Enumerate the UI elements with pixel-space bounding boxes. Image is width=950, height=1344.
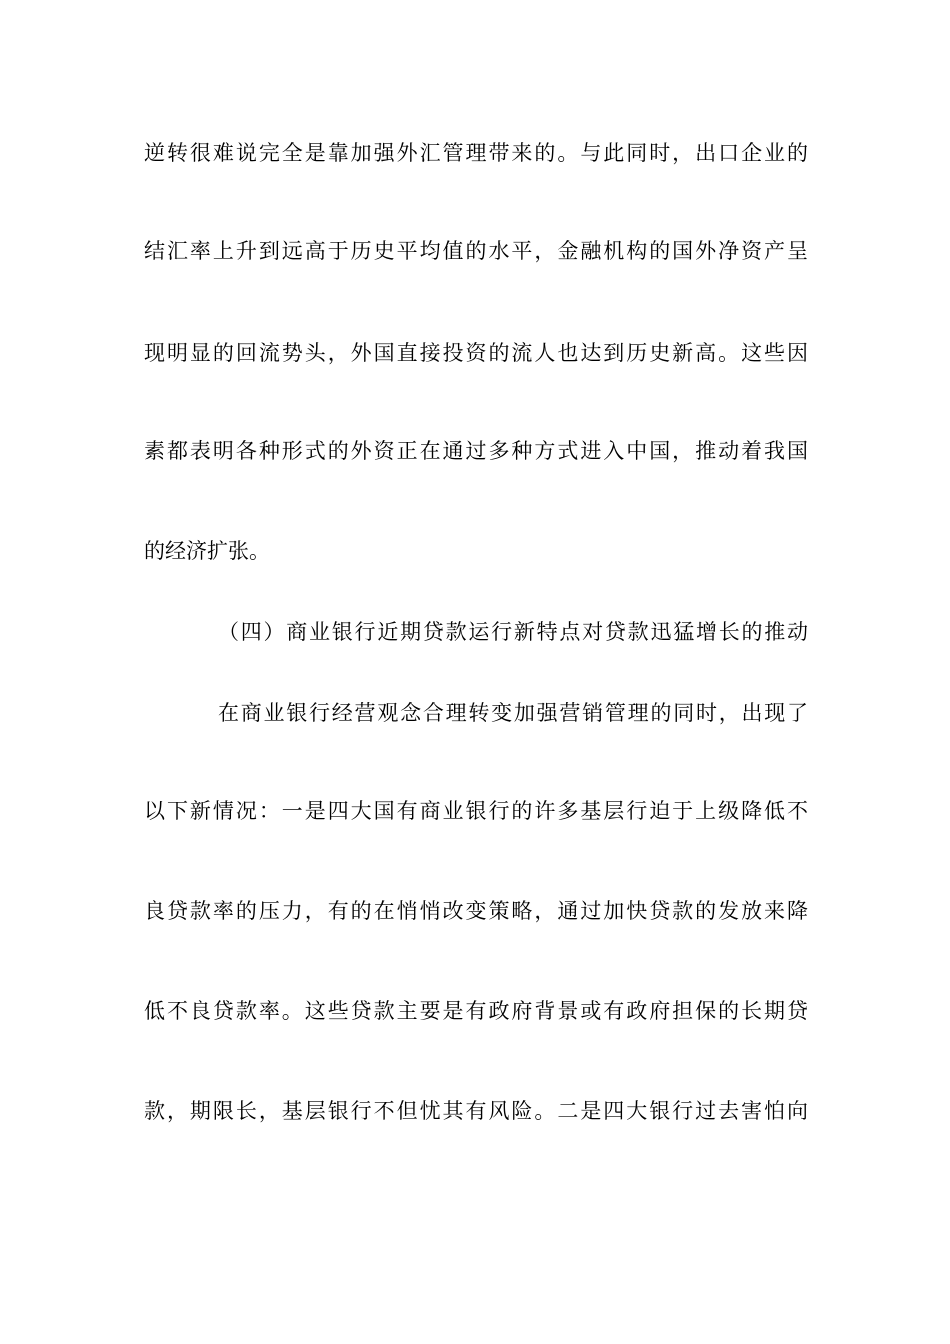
paragraph-line: 素都表明各种形式的外资正在通过多种方式进入中国，推动着我国 (144, 439, 808, 463)
paragraph-line: 逆转很难说完全是靠加强外汇管理带来的。与此同时，出口企业的 (144, 141, 808, 165)
paragraph-line: 现明显的回流势头，外国直接投资的流人也达到历史新高。这些因 (144, 341, 808, 365)
paragraph-line: 在商业银行经营观念合理转变加强营销管理的同时，出现了 (218, 701, 808, 725)
paragraph-line: 以下新情况：一是四大国有商业银行的许多基层行迫于上级降低不 (144, 799, 808, 823)
paragraph-line: 的经济扩张。 (144, 539, 270, 563)
paragraph-line: 款，期限长，基层银行不但忧其有风险。二是四大银行过去害怕向 (144, 1099, 808, 1123)
section-heading: （四）商业银行近期贷款运行新特点对贷款迅猛增长的推动 (218, 620, 808, 644)
paragraph-line: 结汇率上升到远高于历史平均值的水平，金融机构的国外净资产呈 (144, 239, 808, 263)
paragraph-line: 良贷款率的压力，有的在悄悄改变策略，通过加快贷款的发放来降 (144, 899, 808, 923)
paragraph-line: 低不良贷款率。这些贷款主要是有政府背景或有政府担保的长期贷 (144, 999, 808, 1023)
